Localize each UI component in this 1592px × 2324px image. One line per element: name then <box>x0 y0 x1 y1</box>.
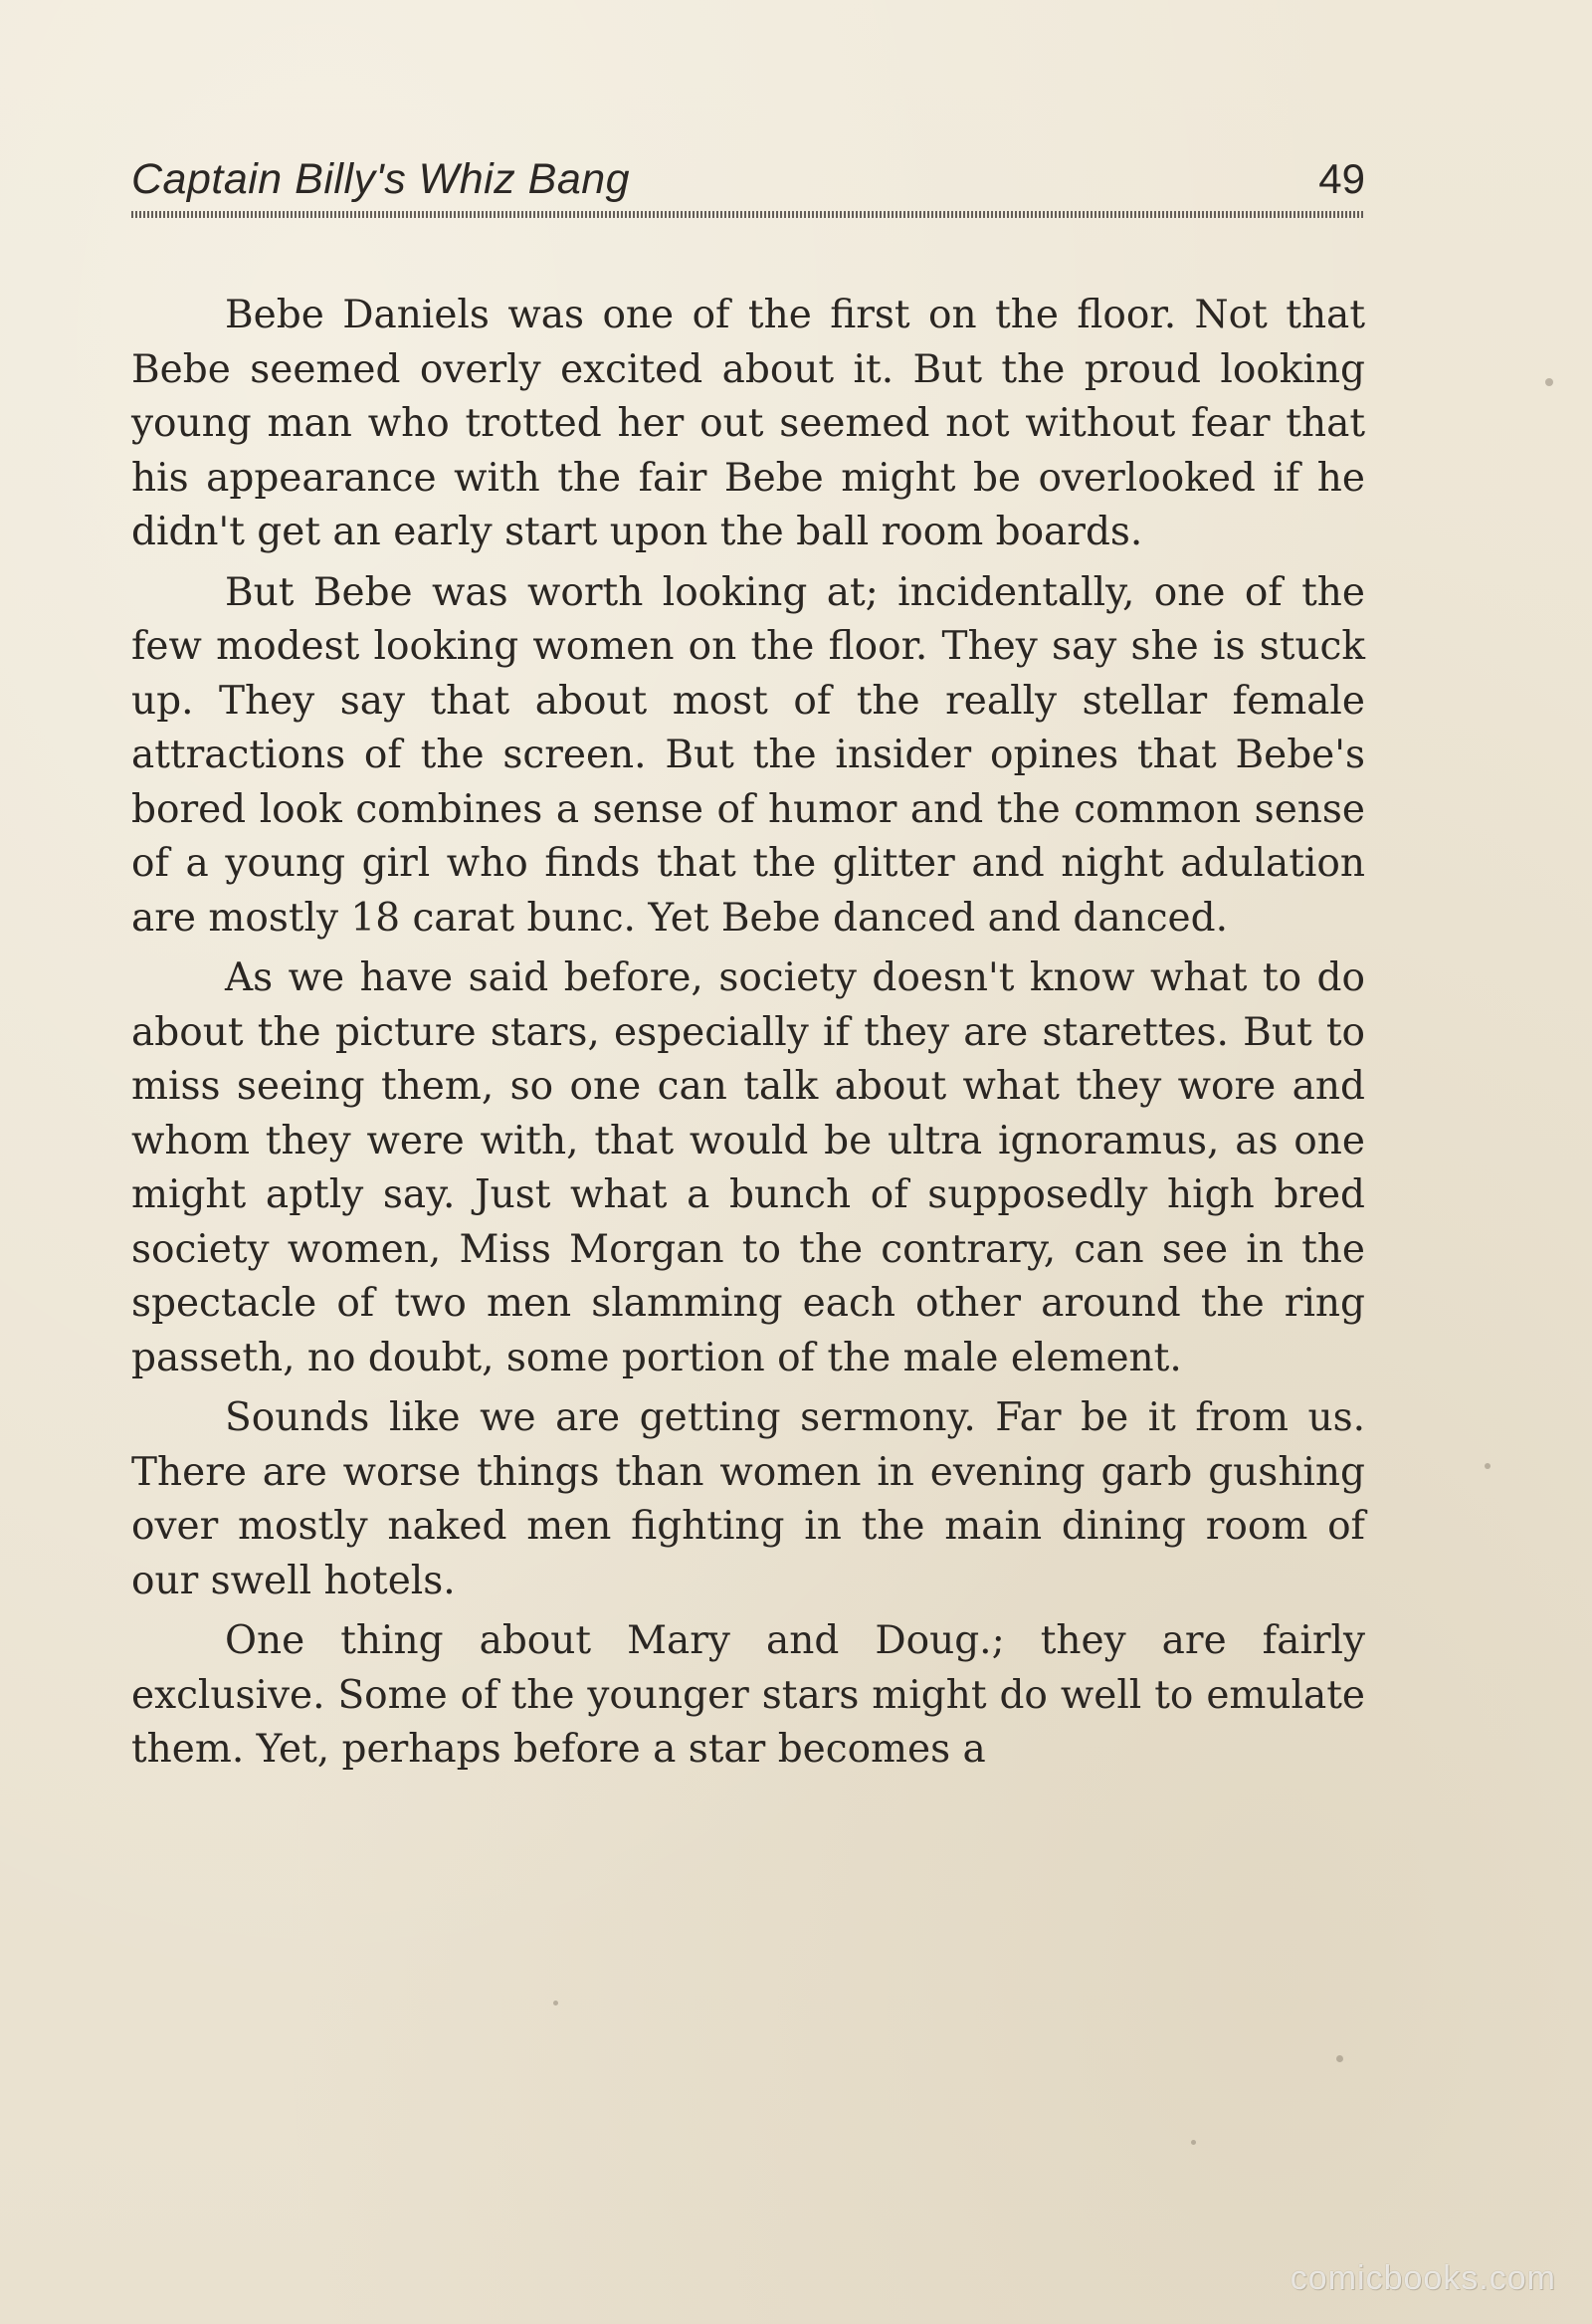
paragraph-4: Sounds like we are getting sermony. Far be it from us. There are worse things than women in evening garb gushing over mostly naked men fighting in the main dining room of our swell hotels. <box>131 1395 1365 1603</box>
paragraph-1: Bebe Daniels was one of the first on the floor. Not that Bebe seemed overly excited about it. But the proud looking young man who trotted her out seemed not without fear that his appearance with the fair Bebe might be overlooked if he didn't get an early start upon the ball room boards. <box>131 293 1365 554</box>
paper-speck <box>1545 378 1553 386</box>
paragraph-3: As we have said before, society doesn't know what to do about the picture stars, especially if they are starettes. But to miss seeing them, so one can talk about what they wore and whom they were with, that would be ultra ignoramus, as one might aptly say. Just what a bunch of supposedly high bred society women, Miss Morgan to the contrary, can see in the spectacle of two men slamming each other around the ring passeth, no doubt, some portion of the male element. <box>131 955 1365 1380</box>
paper-speck <box>1336 2055 1343 2062</box>
watermark: comicbooks.com <box>1290 2259 1556 2297</box>
header-rule <box>131 211 1365 218</box>
paragraph-5: One thing about Mary and Doug.; they are fairly exclusive. Some of the younger stars might do well to emulate them. Yet, perhaps before a star becomes a <box>131 1618 1365 1772</box>
paper-speck <box>1191 2140 1196 2145</box>
paragraph-2: But Bebe was worth looking at; incidentally, one of the few modest looking women on the floor. They say she is stuck up. They say that about most of the really stellar female attractions of the screen. But the insider opines that Bebe's bored look combines a sense of humor and the common sense of a young girl who finds that the glitter and night adulation are mostly 18 carat bunc. Yet Bebe danced and danced. <box>131 569 1365 941</box>
paper-speck <box>1485 1463 1491 1469</box>
paper-speck <box>553 2001 558 2006</box>
running-head <box>131 149 1365 219</box>
running-title: Captain Billy's Whiz Bang <box>131 155 631 203</box>
body-text <box>131 289 1365 1784</box>
page-number: 49 <box>1318 155 1365 202</box>
